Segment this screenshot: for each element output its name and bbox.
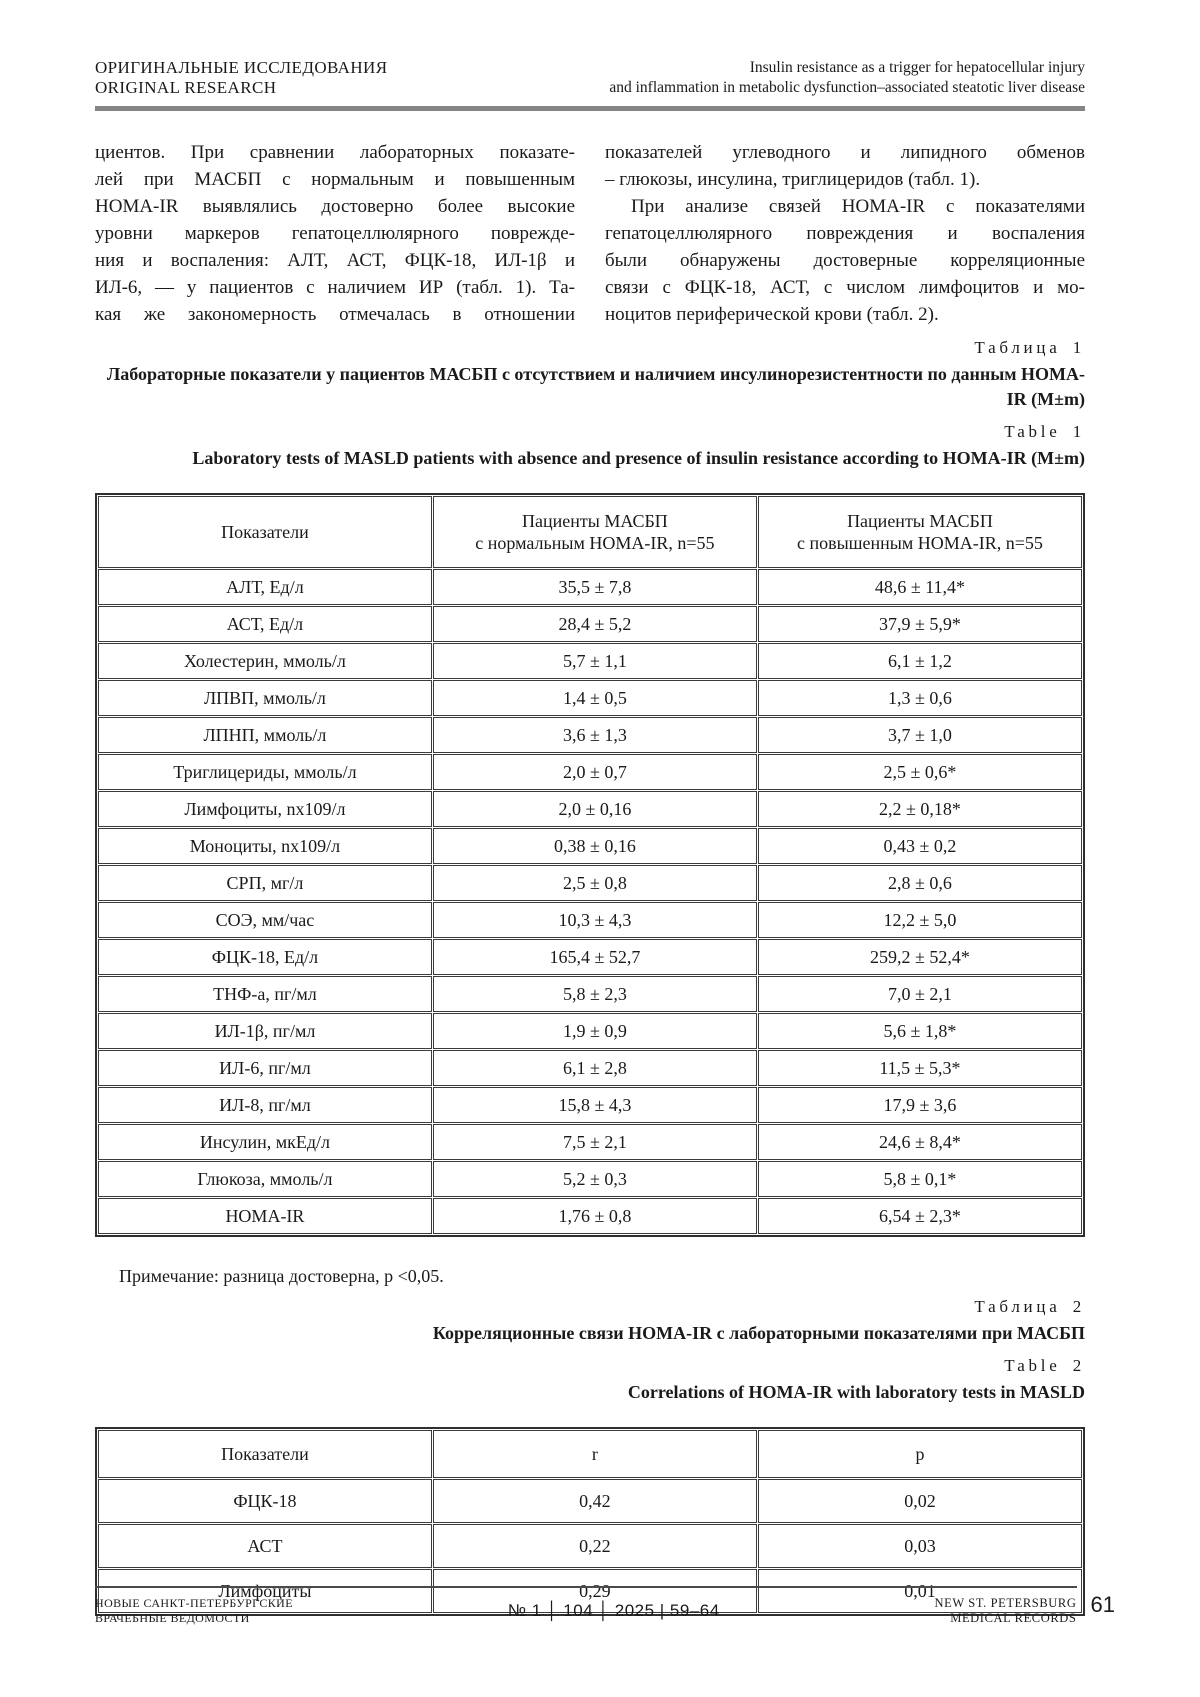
table1-value-cell: 5,8 ± 0,1* <box>758 1161 1082 1197</box>
table2-value-cell: 0,42 <box>433 1479 757 1523</box>
header-rule <box>95 106 1085 111</box>
table1-footnote: Примечание: разница достоверна, p <0,05. <box>119 1266 444 1286</box>
body-text-line: гепатоцеллюлярного повреждения и воспаления <box>605 223 1085 244</box>
table1-row <box>98 1161 1082 1197</box>
table1-label-cell: ИЛ-8, пг/мл <box>98 1087 432 1123</box>
table1-header-row <box>98 496 1082 568</box>
table1-value-cell: 6,1 ± 1,2 <box>758 643 1082 679</box>
table1-row <box>98 791 1082 827</box>
table2-row <box>98 1524 1082 1568</box>
table1-label-cell: ТНФ-а, пг/мл <box>98 976 432 1012</box>
table1-label-cell: Лимфоциты, nx109/л <box>98 791 432 827</box>
table2-label-cell: АСТ <box>98 1524 432 1568</box>
table1-label-ru: Таблица 1 <box>974 338 1085 357</box>
table2-header-cell <box>433 1430 757 1478</box>
table1-header-line: Пациенты МАСБП <box>847 511 993 531</box>
table1-label-cell: HOMA-IR <box>98 1198 432 1234</box>
table1-caption-en: Laboratory tests of MASLD patients with absence and presence of insulin resistance according to HOMA-IR (M±m) <box>192 448 1085 468</box>
table1-header-line: с нормальным HOMA-IR, n=55 <box>475 533 715 553</box>
table1-value-cell: 2,8 ± 0,6 <box>758 865 1082 901</box>
running-title-line1: Insulin resistance as a trigger for hepatocellular injury <box>749 59 1085 76</box>
table1-row <box>98 717 1082 753</box>
table1-value-cell: 1,9 ± 0,9 <box>433 1013 757 1049</box>
table1-header-line: Пациенты МАСБП <box>522 511 668 531</box>
body-text-line: связи с ФЦК-18, АСТ, с числом лимфоцитов и мо- <box>605 277 1085 298</box>
body-text-line: HOMA-IR выявлялись достоверно более высокие <box>95 196 575 217</box>
page-footer <box>95 1586 1115 1626</box>
table1-row <box>98 606 1082 642</box>
table1-value-cell: 2,0 ± 0,16 <box>433 791 757 827</box>
table1-value-cell: 17,9 ± 3,6 <box>758 1087 1082 1123</box>
table1-value-cell: 259,2 ± 52,4* <box>758 939 1082 975</box>
table1-label-en: Table 1 <box>1004 422 1085 441</box>
table2-value-cell: 0,22 <box>433 1524 757 1568</box>
table1-value-cell: 35,5 ± 7,8 <box>433 569 757 605</box>
table1-value-cell: 11,5 ± 5,3* <box>758 1050 1082 1086</box>
table1-label-cell: АСТ, Ед/л <box>98 606 432 642</box>
table1-value-cell: 0,38 ± 0,16 <box>433 828 757 864</box>
table1-label-cell: Глюкоза, ммоль/л <box>98 1161 432 1197</box>
table1-label-cell: ИЛ-1β, пг/мл <box>98 1013 432 1049</box>
table2-value-cell: 0,03 <box>758 1524 1082 1568</box>
table2-value-cell: 0,02 <box>758 1479 1082 1523</box>
table1-value-cell: 24,6 ± 8,4* <box>758 1124 1082 1160</box>
body-text-line: ИЛ-6, — у пациентов с наличием ИР (табл. 1). Та- <box>95 277 575 298</box>
table1-value-cell: 3,6 ± 1,3 <box>433 717 757 753</box>
table1-row <box>98 902 1082 938</box>
table1-row <box>98 939 1082 975</box>
table2-block <box>95 1297 1085 1616</box>
table1-row <box>98 680 1082 716</box>
table2-header-row <box>98 1430 1082 1478</box>
body-right-column <box>605 139 1085 328</box>
table1-value-cell: 6,1 ± 2,8 <box>433 1050 757 1086</box>
body-text-line: были обнаружены достоверные корреляционные <box>605 250 1085 271</box>
table1-row <box>98 1050 1082 1086</box>
table1-header-cell <box>758 496 1082 568</box>
table1-value-cell: 7,5 ± 2,1 <box>433 1124 757 1160</box>
table2-label-cell: ФЦК-18 <box>98 1479 432 1523</box>
table1-body <box>98 569 1082 1234</box>
table1-value-cell: 10,3 ± 4,3 <box>433 902 757 938</box>
table1-block <box>95 338 1085 1616</box>
table1-value-cell: 2,0 ± 0,7 <box>433 754 757 790</box>
body-text-line: циентов. При сравнении лабораторных показате- <box>95 142 575 163</box>
journal-name-en-line2: MEDICAL RECORDS <box>950 1611 1077 1625</box>
table1-value-cell: 0,43 ± 0,2 <box>758 828 1082 864</box>
table1-row <box>98 1198 1082 1234</box>
table1-value-cell: 5,2 ± 0,3 <box>433 1161 757 1197</box>
running-title <box>609 58 1085 98</box>
table1-row <box>98 754 1082 790</box>
body-text-line: кая же закономерность отмечалась в отношении <box>95 304 575 325</box>
body-text-line: При анализе связей HOMA-IR с показателями <box>631 196 1085 217</box>
journal-name-en <box>935 1596 1077 1626</box>
table1-value-cell: 37,9 ± 5,9* <box>758 606 1082 642</box>
table1-label-cell: Инсулин, мкЕд/л <box>98 1124 432 1160</box>
table1-header-cell <box>433 496 757 568</box>
body-text-line: лей при МАСБП с нормальным и повышенным <box>95 169 575 190</box>
body-text <box>95 139 1085 328</box>
table2-head <box>98 1430 1082 1478</box>
table1-row <box>98 865 1082 901</box>
table1-label-cell: СРП, мг/л <box>98 865 432 901</box>
body-text-line: показателей углеводного и липидного обменов <box>605 142 1085 163</box>
table1-value-cell: 28,4 ± 5,2 <box>433 606 757 642</box>
table1-value-cell: 3,7 ± 1,0 <box>758 717 1082 753</box>
table1-label-cell: ФЦК-18, Ед/л <box>98 939 432 975</box>
table1-value-cell: 15,8 ± 4,3 <box>433 1087 757 1123</box>
table2-header-line: p <box>915 1444 925 1464</box>
table1-value-cell: 2,5 ± 0,6* <box>758 754 1082 790</box>
table1-value-cell: 2,5 ± 0,8 <box>433 865 757 901</box>
table1-header-line: Показатели <box>221 522 309 542</box>
table1-row <box>98 976 1082 1012</box>
table1-label-cell: АЛТ, Ед/л <box>98 569 432 605</box>
table1-label-cell: Моноциты, nx109/л <box>98 828 432 864</box>
table1-label-cell: Холестерин, ммоль/л <box>98 643 432 679</box>
table1-row <box>98 1087 1082 1123</box>
body-left-column <box>95 139 575 328</box>
section-heading <box>95 58 387 98</box>
running-title-line2: and inflammation in metabolic dysfunction–associated steatotic liver disease <box>609 79 1085 96</box>
body-text-line: – глюкозы, инсулина, триглицеридов (табл. 1). <box>605 169 981 190</box>
journal-name-en-line1: NEW ST. PETERSBURG <box>934 1596 1077 1610</box>
table1-label-cell: ЛПНП, ммоль/л <box>98 717 432 753</box>
table2-label-en: Table 2 <box>1004 1356 1085 1375</box>
page-header <box>95 58 1085 98</box>
table1-value-cell: 5,7 ± 1,1 <box>433 643 757 679</box>
table2-caption-en: Correlations of HOMA-IR with laboratory tests in MASLD <box>627 1382 1085 1402</box>
table1-caption-ru: Лабораторные показатели у пациентов МАСБП с отсутствием и наличием инсулинорезистентности по данным HOMA-IR (M±m) <box>106 364 1085 409</box>
table1-header-line: с повышенным HOMA-IR, n=55 <box>796 533 1043 553</box>
body-text-line: ния и воспаления: АЛТ, АСТ, ФЦК-18, ИЛ-1β и <box>95 250 575 271</box>
table1-value-cell: 5,6 ± 1,8* <box>758 1013 1082 1049</box>
table1-row <box>98 828 1082 864</box>
table1-value-cell: 1,3 ± 0,6 <box>758 680 1082 716</box>
table2-row <box>98 1479 1082 1523</box>
journal-name-ru-line2: ВРАЧЕБНЫЕ ВЕДОМОСТИ <box>95 1611 250 1625</box>
table1-label-cell: ЛПВП, ммоль/л <box>98 680 432 716</box>
table1-row <box>98 643 1082 679</box>
table1-value-cell: 165,4 ± 52,7 <box>433 939 757 975</box>
table1-label-cell: ИЛ-6, пг/мл <box>98 1050 432 1086</box>
table1-label-cell: СОЭ, мм/час <box>98 902 432 938</box>
table2-header-cell <box>758 1430 1082 1478</box>
lab-results-table <box>95 493 1085 1237</box>
table1-row <box>98 1013 1082 1049</box>
table2-header-cell <box>98 1430 432 1478</box>
table1-value-cell: 48,6 ± 11,4* <box>758 569 1082 605</box>
table1-label-cell: Триглицериды, ммоль/л <box>98 754 432 790</box>
issue-info: № 1 │ 104 │ 2025 | 59–64 <box>507 1601 720 1620</box>
section-heading-ru: ОРИГИНАЛЬНЫЕ ИССЛЕДОВАНИЯ <box>95 58 388 77</box>
table2-header-line: Показатели <box>221 1444 309 1464</box>
journal-name-ru-line1: НОВЫЕ САНКТ-ПЕТЕРБУРГСКИЕ <box>95 1596 293 1610</box>
footer-main <box>95 1586 1077 1626</box>
table1-header-cell <box>98 496 432 568</box>
body-text-line: ноцитов периферической крови (табл. 2). <box>605 304 939 325</box>
table1-value-cell: 6,54 ± 2,3* <box>758 1198 1082 1234</box>
section-heading-en: ORIGINAL RESEARCH <box>95 78 277 97</box>
table1-value-cell: 7,0 ± 2,1 <box>758 976 1082 1012</box>
table1-row <box>98 1124 1082 1160</box>
table2-value-cell: 0,01 <box>758 1569 1082 1613</box>
page-number: 61 <box>1090 1592 1115 1617</box>
body-text-line: уровни маркеров гепатоцеллюлярного поврежде- <box>95 223 575 244</box>
table1-row <box>98 569 1082 605</box>
table1-value-cell: 1,76 ± 0,8 <box>433 1198 757 1234</box>
table2-value-cell: 0,29 <box>433 1569 757 1613</box>
table2-label-cell: Лимфоциты <box>98 1569 432 1613</box>
table1-value-cell: 12,2 ± 5,0 <box>758 902 1082 938</box>
table1-value-cell: 2,2 ± 0,18* <box>758 791 1082 827</box>
journal-name-ru <box>95 1596 293 1626</box>
table1-value-cell: 5,8 ± 2,3 <box>433 976 757 1012</box>
table2-label-ru: Таблица 2 <box>974 1297 1085 1316</box>
table2-caption-ru: Корреляционные связи HOMA-IR с лабораторными показателями при МАСБП <box>432 1323 1085 1343</box>
table2-header-line: r <box>591 1444 598 1464</box>
table1-value-cell: 1,4 ± 0,5 <box>433 680 757 716</box>
table1-head <box>98 496 1082 568</box>
